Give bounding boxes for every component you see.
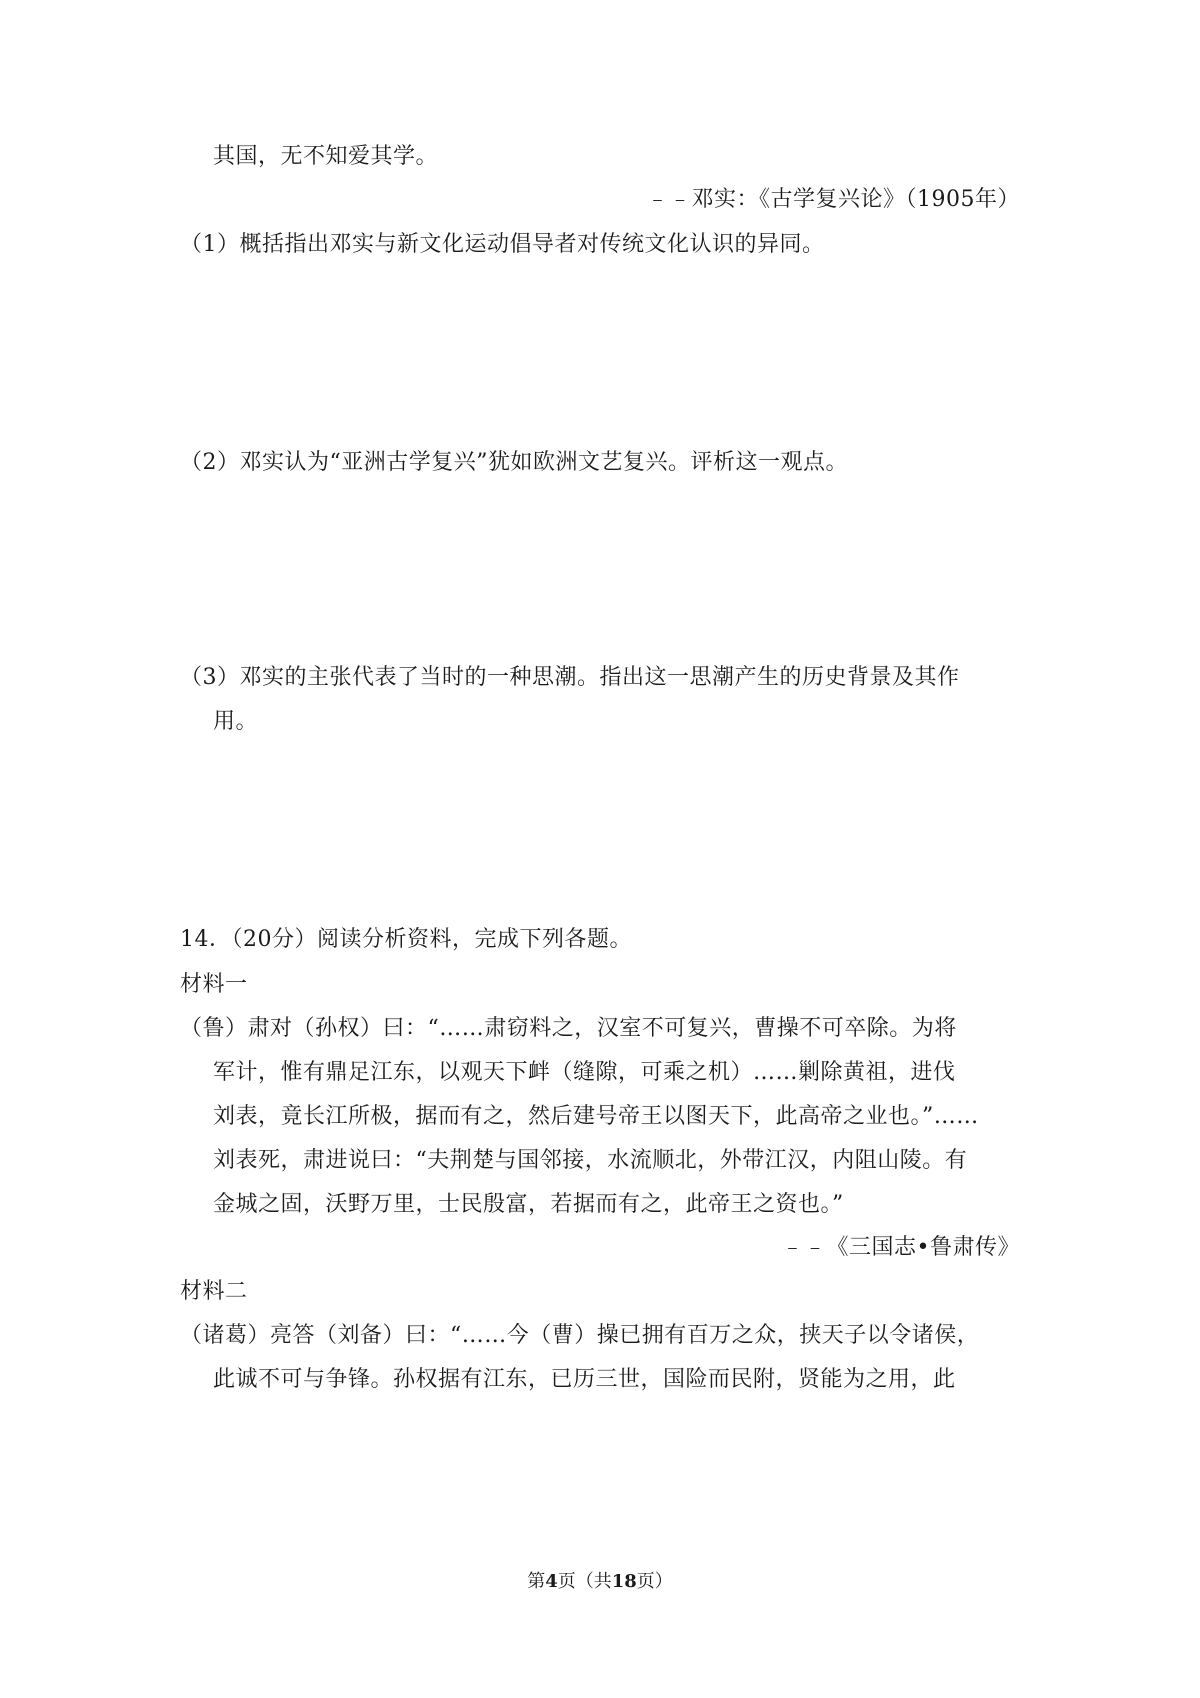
- material-1-line: 刘表，竟长江所极，据而有之，然后建号帝王以图天下，此高帝之业也。”……: [213, 1104, 979, 1129]
- footer-prefix: 第: [527, 1571, 546, 1592]
- passage-source: ﹣﹣邓实：《古学复兴论》（1905年）: [646, 187, 1020, 212]
- material-2-line: 此诚不可与争锋。孙权据有江东，已历三世，国险而民附，贤能为之用，此: [213, 1367, 956, 1392]
- question-13-part-3-continued: 用。: [213, 709, 259, 734]
- material-2-line: （诸葛）亮答（刘备）曰：“……今（曹）操已拥有百万之众，挟天子以令诸侯，: [180, 1323, 980, 1348]
- question-13-part-1: （1）概括指出邓实与新文化运动倡导者对传统文化认识的异同。: [180, 232, 825, 257]
- material-1-line: （鲁）肃对（孙权）曰：“……肃窃料之，汉室不可复兴，曹操不可卒除。为将: [180, 1016, 957, 1041]
- footer-suffix: 页）: [636, 1571, 673, 1592]
- material-1-line: 金城之固，沃野万里，士民殷富，若据而有之，此帝王之资也。”: [213, 1192, 844, 1217]
- footer-page-number: 4: [545, 1571, 558, 1592]
- passage-tail-line: 其国，无不知爱其学。: [213, 144, 439, 169]
- material-1-label: 材料一: [180, 972, 248, 997]
- material-1-line: 军计，惟有鼎足江东，以观天下衅（缝隙，可乘之机）……剿除黄祖，进伐: [213, 1060, 956, 1085]
- page-footer: [0, 1570, 1200, 1594]
- question-14-header: 14．（20分）阅读分析资料，完成下列各题。: [180, 927, 632, 952]
- footer-middle: 页（共: [557, 1571, 612, 1592]
- question-13-part-2: （2）邓实认为“亚洲古学复兴”犹如欧洲文艺复兴。评析这一观点。: [180, 450, 848, 475]
- material-1-line: 刘表死，肃进说曰：“夫荆楚与国邻接，水流顺北，外带江汉，内阻山陵。有: [213, 1148, 968, 1173]
- footer-total-pages: 18: [611, 1571, 637, 1592]
- question-13-part-3: （3）邓实的主张代表了当时的一种思潮。指出这一思潮产生的历史背景及其作: [180, 665, 960, 690]
- material-1-source: ﹣﹣《三国志•鲁肃传》: [781, 1235, 1020, 1260]
- material-2-label: 材料二: [180, 1279, 248, 1304]
